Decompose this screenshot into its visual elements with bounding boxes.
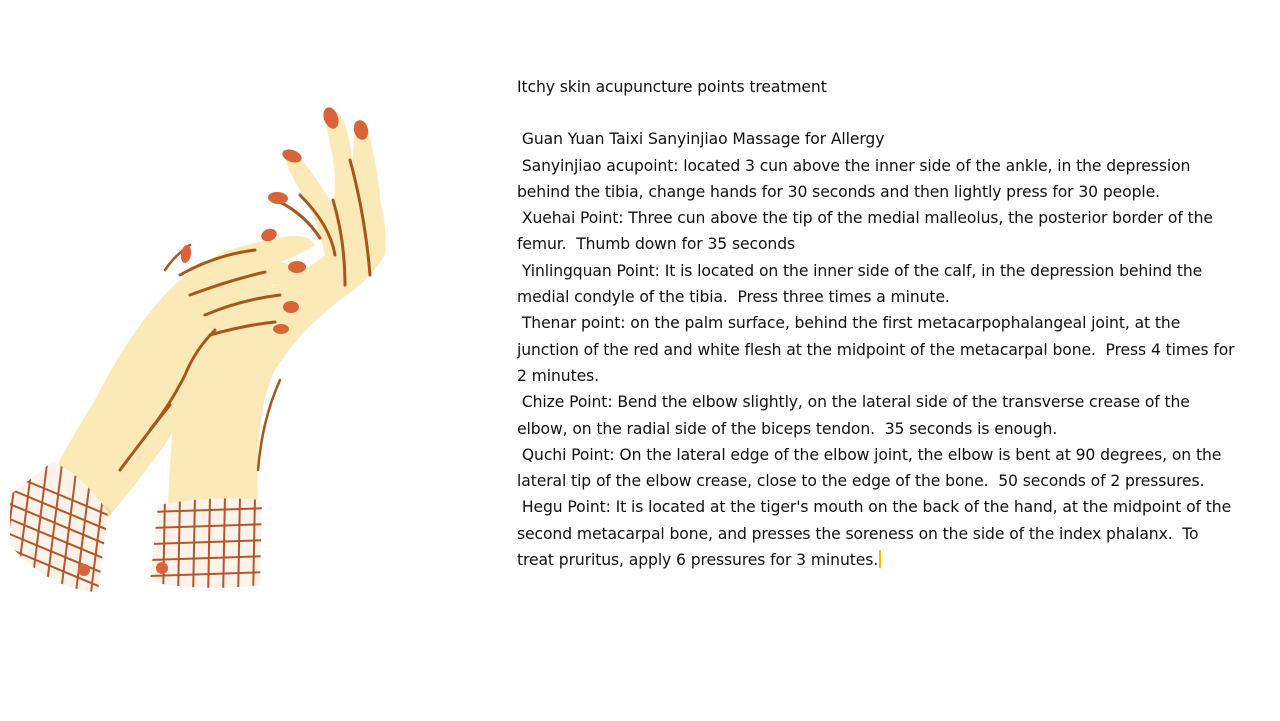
paragraph-xuehai: Xuehai Point: Three cun above the tip of the medial malleolus, the posterior border of the femur. Thumb down for 35 seconds xyxy=(517,209,1218,254)
paragraph-chize: Chize Point: Bend the elbow slightly, on the lateral side of the transverse crease of the elbow, on the radial side of the biceps tendon. 35 seconds is enough. xyxy=(517,393,1195,438)
document-title: Itchy skin acupuncture points treatment xyxy=(517,78,827,96)
paragraph-thenar: Thenar point: on the palm surface, behind the first metacarpophalangeal joint, at the junction of the red and white flesh at the midpoint of the metacarpal bone. Press 4 times for 2 minutes. xyxy=(517,314,1240,385)
paragraph-hegu-text: Hegu Point: It is located at the tiger's mouth on the back of the hand, at the midpoint of the second metacarpal bone, and presses the soreness on the side of the index phalanx. To treat pruritus, apply 6 pressures for 3 minutes. xyxy=(517,498,1236,570)
hands-illustration xyxy=(0,95,400,605)
text-caret xyxy=(879,550,881,568)
paragraph-sanyinjiao: Sanyinjiao acupoint: located 3 cun above the inner side of the ankle, in the depression behind the tibia, change hands for 30 seconds and then lightly press for 30 people. xyxy=(517,156,1196,201)
paragraph-quchi: Quchi Point: On the lateral edge of the elbow joint, the elbow is bent at 90 degrees, on the lateral tip of the elbow crease, close to the edge of the bone. 50 seconds of 2 pressures. xyxy=(517,445,1227,491)
document-text[interactable] xyxy=(517,74,1240,573)
paragraph-heading: Guan Yuan Taixi Sanyinjiao Massage for Allergy xyxy=(517,130,885,149)
hands-icon xyxy=(0,95,400,605)
paragraph-yinlingquan: Yinlingquan Point: It is located on the inner side of the calf, in the depression behind the medial condyle of the tibia. Press three times a minute. xyxy=(517,261,1207,307)
paragraph-hegu xyxy=(517,494,1237,573)
